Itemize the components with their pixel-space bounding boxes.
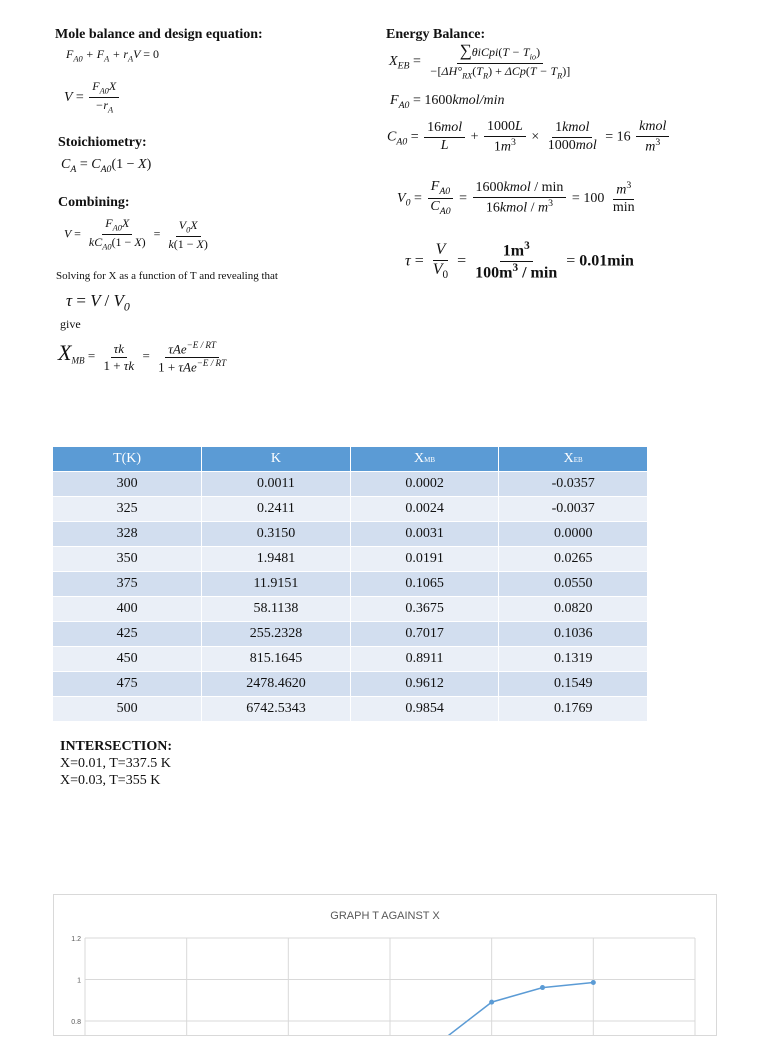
table-cell: -0.0357	[499, 472, 648, 497]
table-cell: 1.9481	[202, 547, 351, 572]
table-cell: 11.9151	[202, 572, 351, 597]
table-cell: 0.9854	[350, 697, 499, 722]
table-cell: 475	[53, 672, 202, 697]
table-cell: 0.7017	[350, 622, 499, 647]
table-cell: 6742.5343	[202, 697, 351, 722]
table-cell: 0.8911	[350, 647, 499, 672]
chart-title: GRAPH T AGAINST X	[330, 910, 440, 922]
tau-definition: $\tau = V / V_0$	[66, 291, 130, 314]
table-cell: 0.1549	[499, 672, 648, 697]
y-tick-label: 0.8	[71, 1019, 81, 1026]
data-point	[540, 985, 545, 990]
intersection-block	[60, 738, 172, 789]
table-row	[53, 622, 648, 647]
intersection-line-2: X=0.03, T=355 K	[60, 773, 161, 788]
data-point	[591, 980, 596, 985]
fa0-equation: $F_{A0}$ = 1600kmol/min	[390, 93, 505, 111]
header-xmb: XMB	[350, 447, 499, 472]
table-cell: 58.1138	[202, 597, 351, 622]
table-cell: -0.0037	[499, 497, 648, 522]
energy-balance-heading: Energy Balance:	[386, 27, 486, 42]
y-tick-label: 1	[77, 977, 81, 985]
table-cell: 0.1769	[499, 697, 648, 722]
mole-balance-heading: Mole balance and design equation:	[55, 27, 263, 42]
table-cell: 0.0550	[499, 572, 648, 597]
fa0-unit: kmol/min	[452, 93, 505, 108]
table-cell: 500	[53, 697, 202, 722]
combining-heading: Combining:	[58, 195, 130, 210]
v0-equation: $V_0$ = $\frac{F_{A0}}{C_{A0}}$ = $\frac{\text{1600kmol / min}}{16kmol / m^3}$ = 100 $\frac{m^3}{\min}$	[397, 179, 635, 217]
xmb-equation: $X_{MB}$ = $\frac{\tau k}{1 + \tau k}$ = $\frac{\tau Ae^{-E / RT}}{1 + \tau Ae^{-E / RT}}$	[58, 339, 227, 374]
table-cell: 0.3150	[202, 522, 351, 547]
table-cell: 0.0002	[350, 472, 499, 497]
table-row	[53, 572, 648, 597]
table-cell: 0.1319	[499, 647, 648, 672]
header-k: K	[202, 447, 351, 472]
table-row	[53, 472, 648, 497]
table-cell: 815.1645	[202, 647, 351, 672]
table-cell: 0.0024	[350, 497, 499, 522]
table-cell: 375	[53, 572, 202, 597]
table-cell: 0.0265	[499, 547, 648, 572]
tau-result: 0.01min	[579, 252, 634, 270]
table-cell: 300	[53, 472, 202, 497]
table-row	[53, 597, 648, 622]
y-tick-label: 1.2	[71, 936, 81, 943]
give-text: give	[60, 317, 81, 331]
table-header-row	[53, 447, 648, 472]
intersection-heading: INTERSECTION:	[60, 739, 173, 754]
table-cell: 450	[53, 647, 202, 672]
ca0-result: 16	[616, 129, 631, 145]
combining-equation: V = $\frac{F_{A0}X}{kC_{A0}(1 - X)}$ = $\frac{V_0X}{k(1 - X)}$	[64, 216, 208, 252]
design-equation: V = $\frac{F_{A0}X}{-r_A}$	[64, 80, 121, 115]
table-cell: 0.0000	[499, 522, 648, 547]
table-row	[53, 497, 648, 522]
chart-svg	[54, 895, 716, 1035]
fa0-value: 1600	[424, 93, 453, 108]
stoichiometry-equation: $C_A = C_{A0}(1 - X)$	[61, 157, 152, 175]
table-cell: 2478.4620	[202, 672, 351, 697]
table-cell: 400	[53, 597, 202, 622]
mole-balance-equation: $F_{A0} + F_A + r_AV = 0$	[66, 47, 160, 64]
header-t: T(K)	[53, 447, 202, 472]
table-row	[53, 647, 648, 672]
data-point	[489, 1000, 494, 1005]
table-cell: 328	[53, 522, 202, 547]
data-table	[53, 447, 648, 721]
tau-equation: τ = $\frac{V}{V_0}$ = $\frac{1m^3}{100m^3 / \min}$ = 0.01min	[405, 240, 634, 282]
header-xeb: XEB	[499, 447, 648, 472]
table-cell: 0.0011	[202, 472, 351, 497]
table-cell: 0.2411	[202, 497, 351, 522]
table-cell: 255.2328	[202, 622, 351, 647]
solving-text: Solving for X as a function of T and revealing that	[56, 270, 278, 282]
table-cell: 0.1036	[499, 622, 648, 647]
table-row	[53, 672, 648, 697]
ca0-equation: $C_{A0}$ = $\frac{\text{16mol}}{L}$ + $\frac{1000L}{1m^3}$ × $\frac{\text{1kmol}}{\text{1000mol}}$ = 16 $\frac{\text{kmol}}{m^3}$	[387, 120, 671, 155]
table-row	[53, 522, 648, 547]
table-cell: 0.0191	[350, 547, 499, 572]
xeb-equation: $X_{EB}$ = $\frac{\sum\theta iCpi(T - T_{io})}{-[\Delta H^\circ_{RX}(T_R) + \Delta Cp(T - T_R)]}$	[389, 41, 571, 81]
table-cell: 0.1065	[350, 572, 499, 597]
table-cell: 425	[53, 622, 202, 647]
table-cell: 350	[53, 547, 202, 572]
intersection-line-1: X=0.01, T=337.5 K	[60, 756, 171, 771]
stoichiometry-heading: Stoichiometry:	[58, 135, 147, 150]
table-cell: 0.3675	[350, 597, 499, 622]
table-row	[53, 697, 648, 722]
table-cell: 0.0820	[499, 597, 648, 622]
table-row	[53, 547, 648, 572]
chart-container	[53, 894, 717, 1036]
table-cell: 325	[53, 497, 202, 522]
v0-result: 100	[583, 190, 605, 206]
table-cell: 0.0031	[350, 522, 499, 547]
table-cell: 0.9612	[350, 672, 499, 697]
